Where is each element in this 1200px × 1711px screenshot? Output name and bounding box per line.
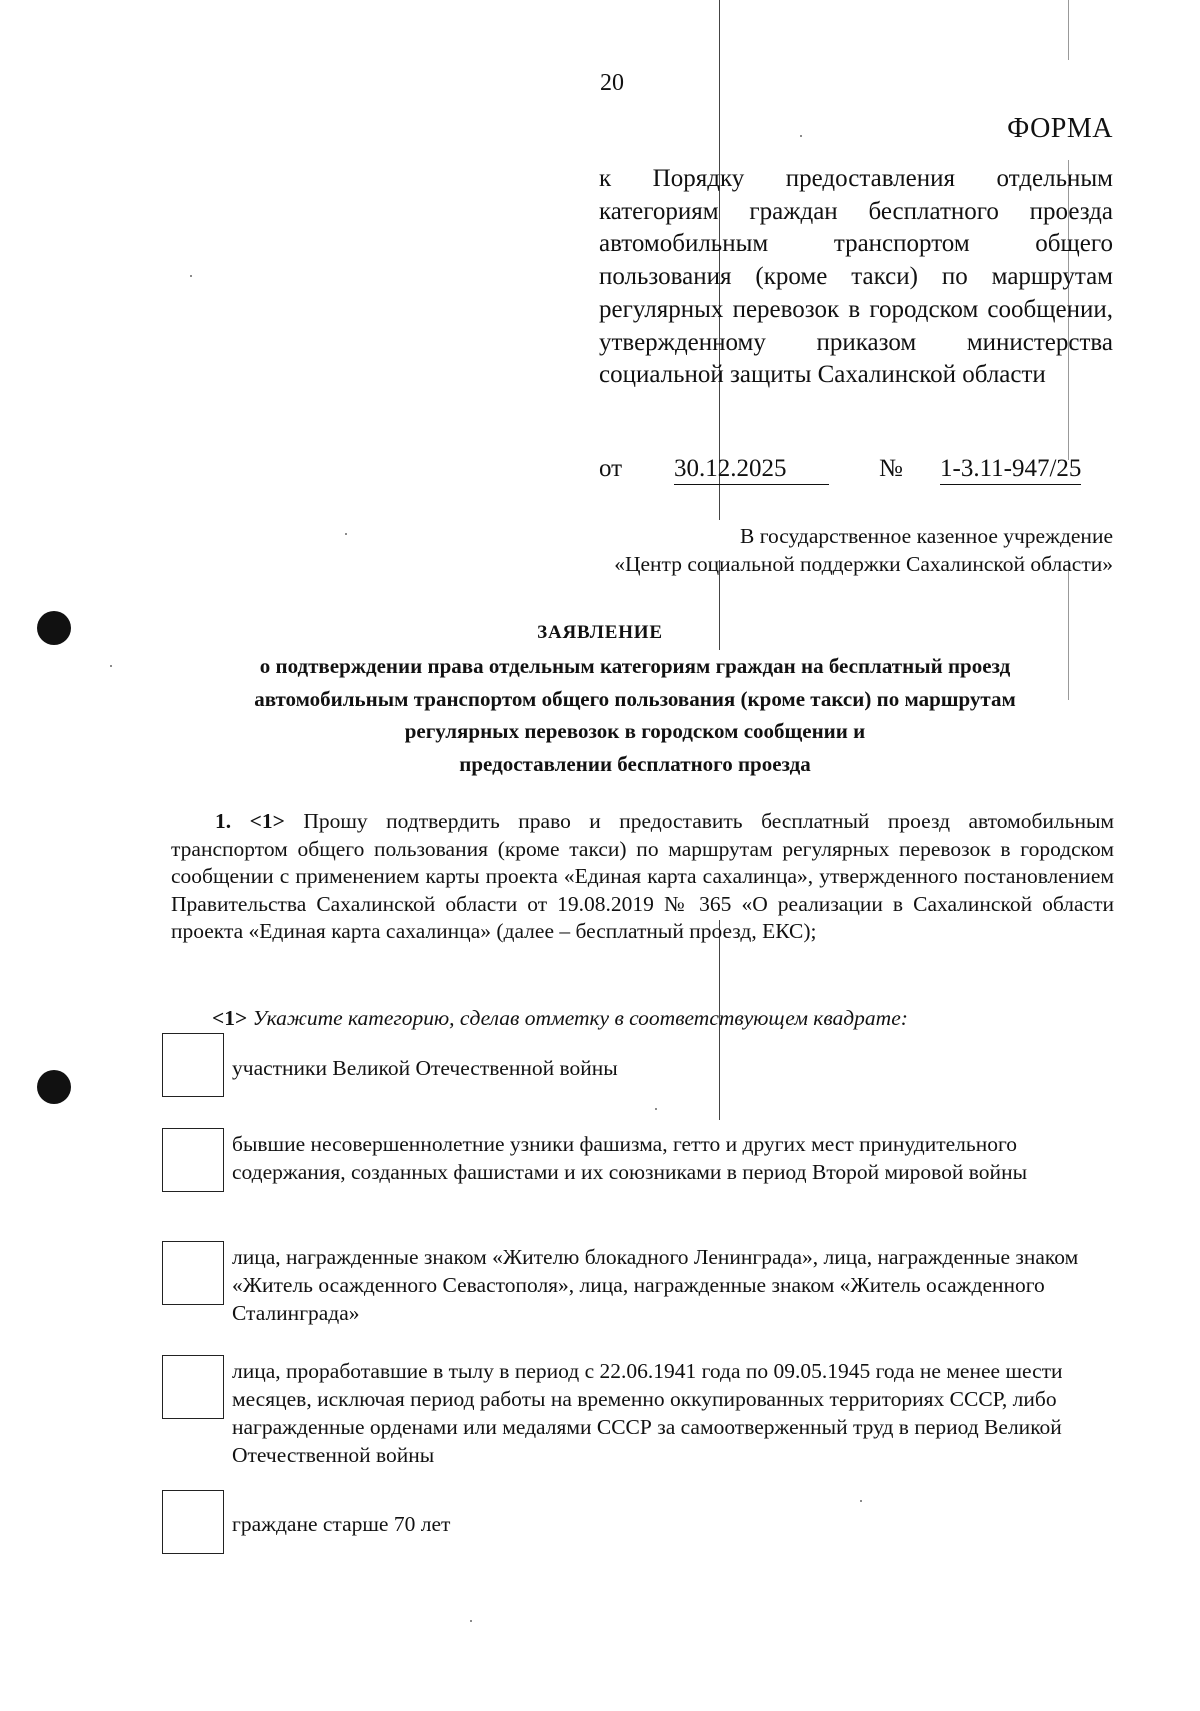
form-label: ФОРМА	[1007, 113, 1113, 144]
category-label: бывшие несовершеннолетние узники фашизма, гетто и других мест принудительного содержания, созданных фашистами и их союзниками в период Второй мировой войны	[232, 1132, 1028, 1184]
order-number: 1-3.11-947/25	[940, 455, 1081, 485]
category-label: лица, награжденные знаком «Жителю блокадного Ленинграда», лица, награжденные знаком «Житель осажденного Севастополя», лица, награжденные знаком «Житель осажденного Сталинграда»	[232, 1245, 1079, 1325]
subtitle-line: автомобильным транспортом общего пользования (кроме такси) по маршрутам	[254, 686, 1016, 711]
scan-speck	[110, 665, 112, 667]
category-label: лица, проработавшие в тылу в период с 22.06.1941 года по 09.05.1945 года не менее шести месяцев, исключая период работы на временно оккупированных территориях СССР, либо награжденные орденами или медалями СССР за самоотверженный труд в период Великой Отечественной войны	[232, 1359, 1063, 1467]
scan-speck	[345, 533, 347, 535]
document-subtitle	[170, 650, 1100, 780]
annex-reference: к Порядку предоставления отдельным категориям граждан бесплатного проезда автомобильным транспортом общего пользования (кроме такси) по маршрутам регулярных перевозок в городском сообщении, утвержденному приказом министерства социальной защиты Сахалинской области	[599, 165, 1113, 389]
category-instruction	[212, 1006, 908, 1031]
subtitle-line: о подтверждении права отдельным категориям граждан на бесплатный проезд	[259, 654, 1011, 678]
category-label: граждане старше 70 лет	[232, 1512, 451, 1536]
addressee	[513, 522, 1113, 578]
category-checkbox[interactable]	[162, 1490, 224, 1554]
subtitle-line: предоставлении бесплатного проезда	[459, 751, 811, 776]
section-1-marker: 1. <1>	[215, 809, 285, 833]
punch-hole	[37, 611, 71, 645]
category-label: участники Великой Отечественной войны	[232, 1056, 618, 1080]
order-date-number	[599, 455, 1119, 489]
note-marker: <1>	[212, 1006, 248, 1030]
addressee-line: «Центр социальной поддержки Сахалинской области»	[614, 552, 1113, 576]
date-prefix: от	[599, 455, 623, 482]
scan-speck	[190, 275, 192, 277]
category-checkbox[interactable]	[162, 1128, 224, 1192]
scan-speck	[800, 135, 802, 137]
punch-hole	[37, 1070, 71, 1104]
order-date: 30.12.2025	[674, 455, 829, 485]
page-number: 20	[600, 70, 624, 96]
category-checkbox[interactable]	[162, 1241, 224, 1305]
section-1-paragraph	[171, 808, 1114, 946]
number-sign: №	[879, 455, 903, 482]
scan-fold-line	[1068, 0, 1069, 60]
subtitle-line: регулярных перевозок в городском сообщении и	[404, 719, 866, 743]
document-title: ЗАЯВЛЕНИЕ	[537, 622, 663, 643]
scan-speck	[655, 1108, 657, 1110]
addressee-line: В государственное казенное учреждение	[739, 524, 1113, 548]
category-checkbox[interactable]	[162, 1355, 224, 1419]
scan-speck	[470, 1620, 472, 1622]
scan-speck	[860, 1500, 862, 1502]
note-text: Укажите категорию, сделав отметку в соответствующем квадрате:	[252, 1006, 908, 1030]
section-1-text: Прошу подтвердить право и предоставить бесплатный проезд автомобильным транспортом общего пользования (кроме такси) по маршрутам регулярных перевозок в городском сообщении с применением карты проекта «Единая карта сахалинца», утвержденного постановлением Правительства Сахалинской области от 19.08.2019 № 365 «О реализации в Сахалинской области проекта «Единая карта сахалинца» (далее – бесплатный проезд, ЕКС);	[171, 809, 1115, 944]
category-checkbox[interactable]	[162, 1033, 224, 1097]
